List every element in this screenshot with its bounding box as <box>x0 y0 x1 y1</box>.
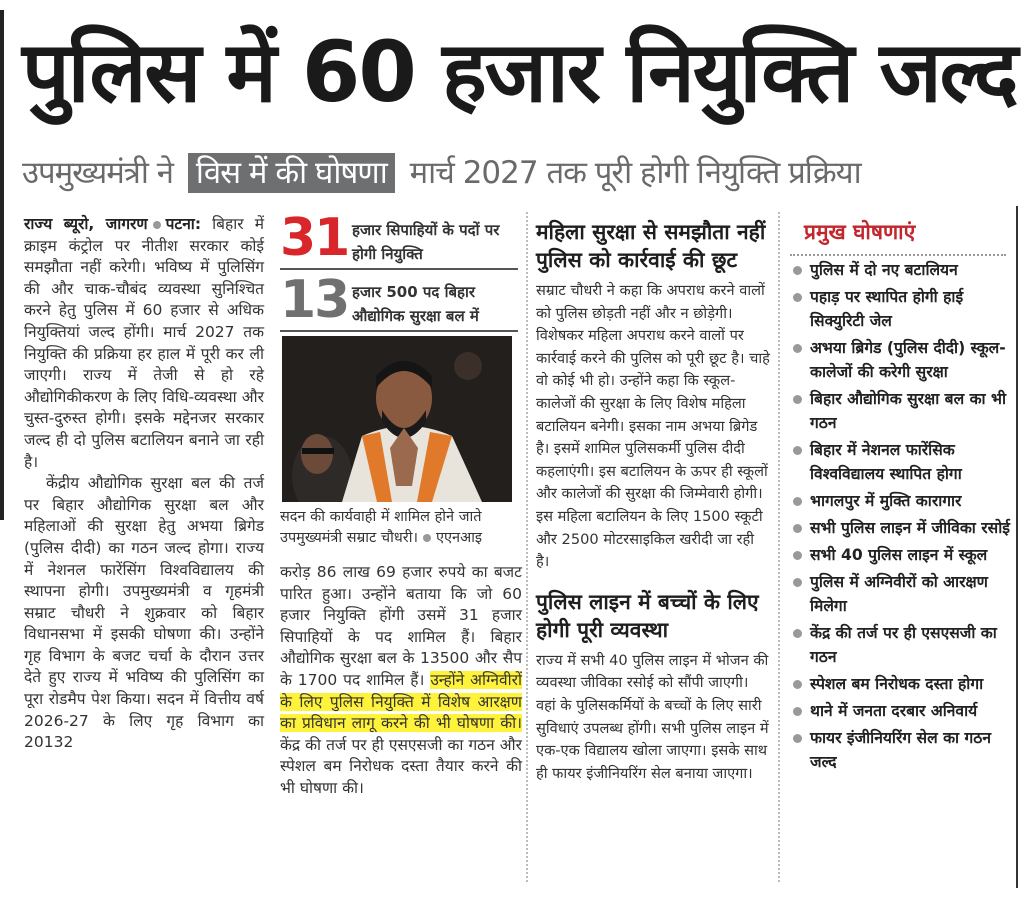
byline: राज्य ब्यूरो, जागरण <box>24 215 148 233</box>
paragraph-text: बिहार में क्राइम कंट्रोल पर नीतीश सरकार कोई समझौता नहीं करेगी। भविष्य में पुलिसिंग की और चाक-चौबंद व्यवस्था सुनिश्चित करने हेतु पुलिस में 60 हजार से अधिक नियुक्तियां जल्द होंगी। मार्च 2027 तक नियुक्ति की प्रक्रिया हर हाल में पूरी कर ली जाएगी। राज्य में तेजी से हो रहे औद्योगिकीकरण के लिए विधि-व्यवस्था और चुस्त-दुरुस्त होगी। इसके मद्देनजर सरकार जल्द ही दो पुलिस बटालियन बनाने जा रही है। <box>24 215 264 471</box>
announcements-list <box>790 258 1012 777</box>
article-column-3 <box>536 214 770 785</box>
bullet-icon <box>793 629 802 638</box>
announcement-text: सभी पुलिस लाइन में जीविका रसोई <box>810 519 1010 537</box>
announcement-text: बिहार औद्योगिक सुरक्षा बल का भी गठन <box>810 390 1007 432</box>
bullet-icon <box>793 707 802 716</box>
stat-box-constables <box>280 208 518 270</box>
paragraph <box>280 562 522 800</box>
announcement-text: फायर इंजीनियरिंग सेल का गठन जल्द <box>810 729 992 771</box>
highlighted-text: उन्होंने अग्निवीरों के लिए पुलिस नियुक्ति में विशेष आरक्षण का प्रविधान लागू करने की भी घोषणा की। <box>280 670 522 733</box>
bullet-icon <box>793 266 802 275</box>
bullet-icon <box>793 578 802 587</box>
photo-caption <box>280 507 522 549</box>
announcement-text: थाने में जनता दरबार अनिवार्य <box>810 702 978 720</box>
section-heading-police-lines: पुलिस लाइन में बच्चों के लिए होगी पूरी व्यवस्था <box>536 589 759 642</box>
key-announcements-title: प्रमुख घोषणाएं <box>804 220 916 244</box>
paragraph-text: केंद्र की तर्ज पर ही एसएसजी का गठन और स्पेशल बम निरोधक दस्ता तैयार करने की भी घोषणा की। <box>280 735 522 797</box>
lead-paragraph <box>24 214 264 473</box>
stat-number: 13 <box>280 270 349 330</box>
photo-credit: एएनआइ <box>436 530 483 546</box>
announcement-item <box>790 438 1012 486</box>
caption-text: सदन की कार्यवाही में शामिल होने जाते उपमुख्यमंत्री सम्राट चौधरी। <box>280 509 482 546</box>
news-photo <box>282 336 512 502</box>
announcement-text: पुलिस में अग्निवीरों को आरक्षण मिलेगा <box>810 573 988 615</box>
bullet-dot <box>153 221 161 229</box>
announcement-text: सभी 40 पुलिस लाइन में स्कूल <box>810 546 988 564</box>
dotted-rule <box>790 254 1006 256</box>
announcement-item <box>790 570 1012 618</box>
stat-box-industrial-security <box>280 270 518 332</box>
subhead-boxed-kicker: विस में की घोषणा <box>188 153 395 193</box>
section-body: राज्य में सभी 40 पुलिस लाइन में भोजन की व्यवस्था जीविका रसोई को सौंपी जाएगी। वहां के पुलिसकर्मियों के बच्चों के लिए सारी सुविधाएं उपलब्ध होंगी। सभी पुलिस लाइन में एक-एक विद्यालय खोला जाएगा। इसके साथ ही फायर इंजीनियरिंग सेल बनाया जाएगा। <box>536 651 769 782</box>
subheadline <box>22 146 861 200</box>
paragraph-text: करोड़ 86 लाख 69 हजार रुपये का बजट पारित हुआ। उन्होंने बताया कि जो 60 हजार नियुक्ति होंगी उसमें 31 हजार सिपाहियों के पद शामिल हैं। बिहार औद्योगिक सुरक्षा बल के 13500 और सैप के 1700 पद शामिल हैं। <box>280 563 522 689</box>
announcement-item <box>790 543 1012 567</box>
bullet-icon <box>793 446 802 455</box>
announcement-text: स्पेशल बम निरोधक दस्ता होगा <box>810 675 984 693</box>
announcement-item <box>790 258 1012 282</box>
announcement-text: पुलिस में दो नए बटालियन <box>810 261 958 279</box>
announcement-item <box>790 726 1012 774</box>
page-edge-rule <box>0 10 4 520</box>
announcement-text: बिहार में नेशनल फारेंसिक विश्वविद्यालय स्थापित होगा <box>810 441 962 483</box>
bullet-icon <box>793 524 802 533</box>
announcement-text: अभया ब्रिगेड (पुलिस दीदी) स्कूल-कालेजों की करेगी सुरक्षा <box>810 339 1006 381</box>
announcement-item <box>790 516 1012 540</box>
bullet-icon <box>793 734 802 743</box>
stat-text: हजार 500 पद बिहार औद्योगिक सुरक्षा बल में <box>352 283 479 325</box>
announcement-item <box>790 699 1012 723</box>
announcement-item <box>790 336 1012 384</box>
article-column-1 <box>24 214 264 754</box>
deputy-cm-photo-illustration <box>282 336 512 502</box>
announcement-item <box>790 672 1012 696</box>
bullet-icon <box>793 497 802 506</box>
announcement-text: केंद्र की तर्ज पर ही एसएसजी का गठन <box>810 624 997 666</box>
subhead-rest: मार्च 2027 तक पूरी होगी नियुक्ति प्रक्रिया <box>409 155 861 191</box>
section-body: सम्राट चौधरी ने कहा कि अपराध करने वालों को पुलिस छोड़ती नहीं और न छोड़ेगी। विशेषकर महिला अपराध करने वालों पर कार्रवाई करने की पुलिस को पूरी छूट है। चाहे वो कोई भी हो। उन्होंने कहा कि स्कूल-कालेजों की सुरक्षा के लिए विशेष महिला बटालियन बनेगी। इसका नाम अभया ब्रिगेड है। इसमें शामिल पुलिसकर्मी पुलिस दीदी कहलाएंगी। इस बटालियन के ऊपर ही स्कूलों और कालेजों की सुरक्षा की जिम्मेवारी होगी। इस महिला बटालियन के लिए 1500 स्कूटी और 2500 मोटरसाइकिल खरीदी जा रही है। <box>536 282 770 571</box>
announcement-item <box>790 621 1012 669</box>
column-divider <box>778 212 780 882</box>
subhead-lead: उपमुख्यमंत्री ने <box>22 155 173 191</box>
stat-number: 31 <box>280 208 349 268</box>
section-heading-women-safety: महिला सुरक्षा से समझौता नहीं पुलिस को कार्रवाई की छूट <box>536 220 766 272</box>
bullet-icon <box>793 293 802 302</box>
dateline: पटना: <box>165 215 202 233</box>
announcement-item <box>790 489 1012 513</box>
announcement-item <box>790 387 1012 435</box>
headline: पुलिस में 60 हजार नियुक्ति जल्द <box>22 23 1017 121</box>
article-column-2 <box>280 562 522 800</box>
stat-text: हजार सिपाहियों के पदों पर होगी नियुक्ति <box>352 221 500 263</box>
bullet-icon <box>793 680 802 689</box>
bullet-dot <box>423 534 431 542</box>
bullet-icon <box>793 551 802 560</box>
announcement-text: पहाड़ पर स्थापित होगी हाई सिक्युरिटी जेल <box>810 288 964 330</box>
announcement-item <box>790 285 1012 333</box>
bullet-icon <box>793 344 802 353</box>
paragraph: केंद्रीय औद्योगिक सुरक्षा बल की तर्ज पर बिहार औद्योगिक सुरक्षा बल और महिलाओं की सुरक्षा हेतु अभया ब्रिगेड (पुलिस दीदी) का गठन जल्द होगा। राज्य में नेशनल फारेंसिंग विश्वविद्यालय की स्थापना होगी। उपमुख्यमंत्री व गृहमंत्री सम्राट चौधरी ने शुक्रवार को बिहार विधानसभा में इसकी घोषणा की। उन्होंने गृह विभाग के बजट चर्चा के दौरान उत्तर देते हुए राज्य में भविष्य की पुलिसिंग का पूरा रोडमैप पेश किया। सदन में वित्तीय वर्ष 2026-27 के लिए गृह विभाग का 20132 <box>24 474 264 752</box>
announcement-text: भागलपुर में मुक्ति कारागार <box>810 492 962 510</box>
key-announcements-box <box>782 206 1018 888</box>
bullet-icon <box>793 395 802 404</box>
column-divider <box>526 212 528 882</box>
